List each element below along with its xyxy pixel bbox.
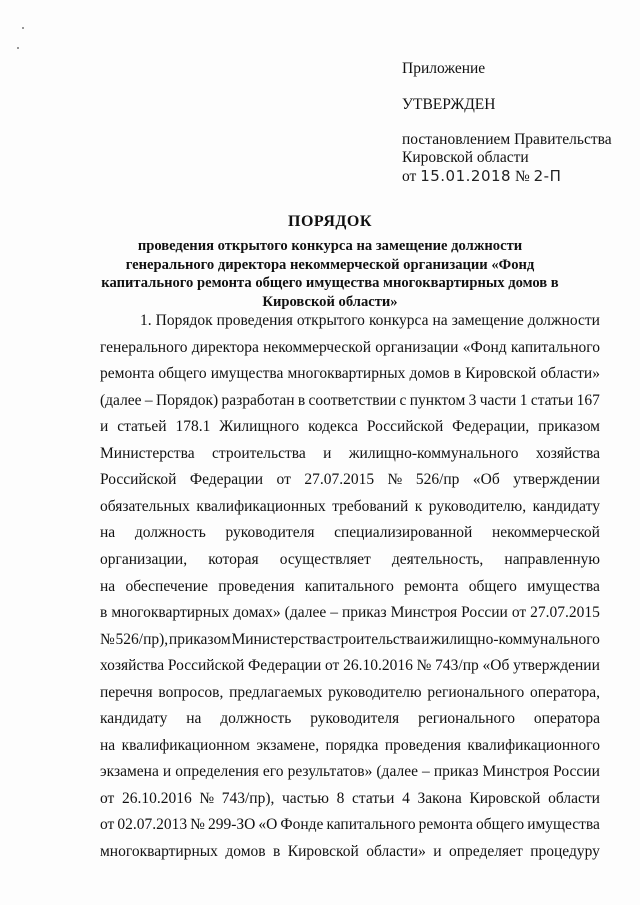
approved-label: УТВЕРЖДЕН: [402, 96, 496, 113]
body-line: на должность руководителя специализированной некоммерческой: [100, 524, 600, 542]
document-subtitle: проведения открытого конкурса на замещение должности генерального директора некоммерческой организации «Фонд капитального ремонта общего имущества многоквартирных домов в Кировской области»: [101, 238, 559, 310]
body-line: Российской Федерации от 27.07.2015 № 526/пр «Об утверждении: [100, 471, 600, 489]
body-line: ремонта общего имущества многоквартирных домов в Кировской области»: [100, 365, 600, 383]
handwritten-number: 2-П: [533, 167, 562, 185]
scan-speck: [22, 27, 24, 29]
resolution-date-line: [402, 167, 561, 186]
body-line: (далее – Порядок) разработан в соответствии с пунктом 3 части 1 статьи 167: [100, 391, 600, 409]
resolution-line-2: Кировской области: [402, 149, 529, 166]
body-line: обязательных квалификационных требований к руководителю, кандидату: [100, 497, 600, 515]
body-line: на обеспечение проведения капитального ремонта общего имущества: [100, 577, 600, 595]
body-line: № 526/пр), приказом Министерства строительства и жилищно-коммунального: [100, 630, 600, 648]
resolution-line-1: постановлением Правительства: [402, 131, 612, 148]
date-prefix: от: [402, 168, 417, 185]
body-line: кандидату на должность руководителя регионального оператора: [100, 710, 600, 728]
body-line: от 26.10.2016 № 743/пр), частью 8 статьи 4 Закона Кировской области: [100, 789, 600, 807]
body-line: от 02.07.2013 № 299-ЗО «О Фонде капитального ремонта общего имущества: [100, 816, 600, 834]
body-line: перечня вопросов, предлагаемых руководителю регионального оператора,: [100, 683, 600, 701]
document-title: ПОРЯДОК: [288, 213, 372, 230]
body-line: хозяйства Российской Федерации от 26.10.2016 № 743/пр «Об утверждении: [100, 657, 600, 675]
body-line: и статьей 178.1 Жилищного кодекса Российской Федерации, приказом: [100, 418, 600, 436]
appendix-label: Приложение: [402, 60, 486, 77]
scan-speck: [17, 47, 19, 49]
body-line: многоквартирных домов в Кировской области» и определяет процедуру: [100, 843, 600, 860]
body-line: организации, которая осуществляет деятельность, направленную: [100, 550, 600, 568]
number-sign: №: [514, 168, 530, 185]
handwritten-date: 15.01.2018: [420, 167, 512, 185]
body-line: Министерства строительства и жилищно-коммунального хозяйства: [100, 444, 600, 462]
body-line: на квалификационном экзамене, порядка проведения квалификационного: [100, 736, 600, 754]
body-line: в многоквартирных домах» (далее – приказ Минстроя России от 27.07.2015: [100, 604, 600, 622]
body-line: 1. Порядок проведения открытого конкурса на замещение должности: [140, 312, 600, 329]
body-line: экзамена и определения его результатов» (далее – приказ Минстроя России: [100, 763, 600, 781]
body-line: генерального директора некоммерческой организации «Фонд капитального: [100, 338, 600, 356]
